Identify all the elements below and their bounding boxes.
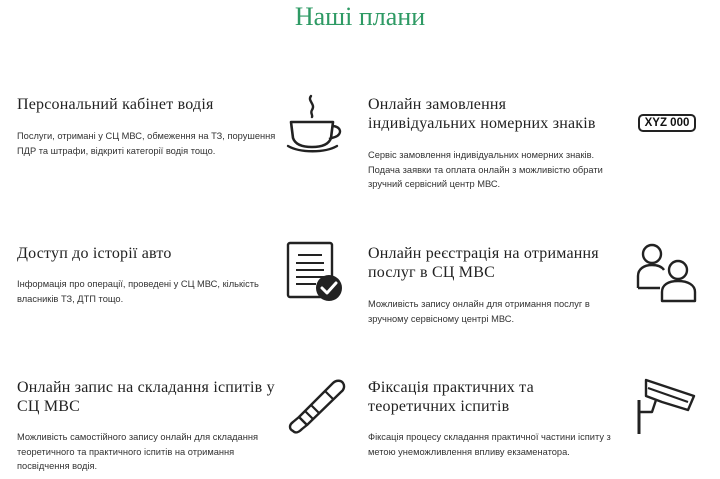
section-title: Наші плани [294, 2, 426, 31]
camera-icon [636, 376, 698, 438]
plan-description: Фіксація процесу складання практичної частини іспиту з метою унеможливлення впливу екзаменатора. [368, 432, 611, 457]
plan-title: Онлайн замовлення індивідуальних номерних знаків [368, 96, 596, 132]
people-icon [636, 242, 698, 304]
license-plate-icon: XYZ 000 [638, 114, 696, 132]
plan-title: Доступ до історії авто [17, 245, 172, 262]
plan-title: Онлайн запис на складання іспитів у СЦ МВС [17, 379, 275, 415]
plan-card-exam-booking[interactable] [17, 378, 277, 474]
coffee-cup-icon [285, 94, 343, 154]
pen-icon [285, 377, 347, 435]
plan-description: Можливість запису онлайн для отримання послуг в зручному сервісному центрі МВС. [368, 299, 590, 324]
plan-card-exam-recording[interactable] [368, 378, 623, 459]
plan-card-driver-cabinet[interactable] [17, 95, 277, 158]
plan-description: Інформація про операції, проведені у СЦ МВС, кількість власників ТЗ, ДТП тощо. [17, 279, 259, 304]
document-check-icon [286, 241, 346, 303]
plan-title: Персональний кабінет водія [17, 96, 214, 113]
plan-title: Фіксація практичних та теоретичних іспитів [368, 379, 534, 415]
plan-description: Послуги, отримані у СЦ МВС, обмеження на ТЗ, порушення ПДР та штрафи, відкриті категорії водія тощо. [17, 131, 276, 156]
plan-card-car-history[interactable] [17, 244, 277, 306]
plan-description: Сервіс замовлення індивідуальних номерних знаків. Подача заявки та оплата онлайн з можливістю обрати зручний сервісний центр МВС. [368, 150, 603, 189]
plan-card-license-plates[interactable] [368, 95, 618, 192]
plan-description: Можливість самостійного запису онлайн для складання теоретичного та практичного іспитів на отримання посвідчення водія. [17, 432, 259, 471]
plan-title: Онлайн реєстрація на отримання послуг в СЦ МВС [368, 245, 599, 281]
plan-card-service-registration[interactable] [368, 244, 618, 326]
